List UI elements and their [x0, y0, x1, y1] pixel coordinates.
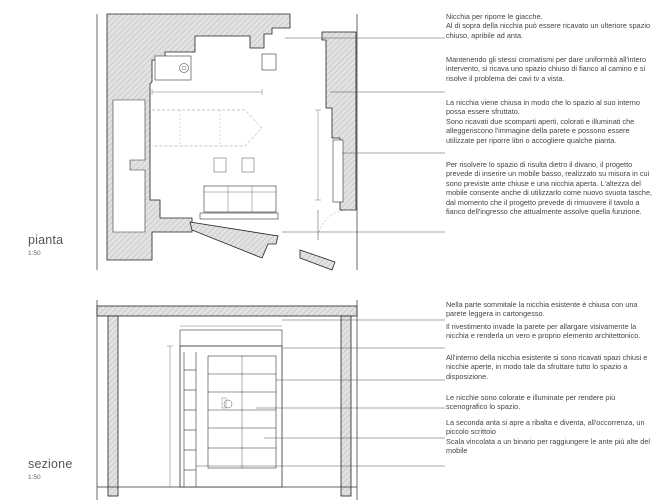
plan-low-cabinet [200, 213, 278, 219]
section-drawing [97, 300, 357, 500]
section-note-ladder: Scala vincolata a un binario per raggiungere le ante più alte del mobile [446, 437, 651, 456]
plan-title: pianta [28, 233, 64, 247]
plan-leader-lines [282, 38, 445, 232]
plan-note-closed-niche: La nicchia viene chiusa in modo che lo spazio al suo interno possa essere sfruttato. Sono ricavati due scomparti aperti, colorati e illuminati che alleggeriscono l'immagine della parete e possono essere utilizzate per riporre libri o accogliere qualche pianta. [446, 98, 640, 145]
plan-scale: 1:50 [28, 250, 41, 257]
plan-note-fireplace-cabinet: Mantenendo gli stessi cromatismi per dare uniformità all'intero intervento, si ricava uno spazio chiuso di fianco al camino e si risolve il problema dei cavi tv a vista. [446, 55, 647, 83]
section-note-cladding: Il rivestimento invade la parete per allargare visivamente la nicchia e renderla un vero e proprio elemento architettonico. [446, 322, 641, 341]
section-top-closure [180, 330, 282, 346]
plan-wall-angled [190, 222, 278, 258]
plan-dashed-area [152, 110, 262, 146]
plan-note-coat-niche: Nicchia per riporre le giacche. Al di sopra della nicchia può essere ricavato un ulteriore spazio chiuso, apribile ad anta. [446, 12, 651, 40]
plan-note-low-cabinet: Per risolvere lo spazio di risulta dietro il divano, il progetto prevede di inserire un mobile basso, realizzato su misura in cui sono previste ante chiuse e una nicchia aperta. L'altezza del mobile consente anche di utilizzarlo come nuovo svuota tasche, dal momento che il progetto prevede di rimuovere il tavolo a fianco dell'ingresso che attualmente assolve quella funzione. [446, 160, 653, 217]
section-ceiling [97, 306, 357, 316]
section-title: sezione [28, 457, 73, 471]
plan-niche-storage [333, 140, 343, 202]
section-note-top-closure: Nella parte sommitale la nicchia esistente è chiusa con una parete leggera in cartongesso. [446, 300, 638, 319]
plan-fireplace-cabinet [155, 56, 191, 80]
section-note-desk-door: La seconda anta si apre a ribalta e diventa, all'occorrenza, un piccolo scrittoio [446, 418, 645, 437]
plan-drawing [97, 14, 357, 270]
plan-sofa [204, 186, 276, 212]
section-note-inner-spaces: All'interno della nicchia esistente si sono ricavati spazi chiusi e nicchie aperte, in modo tale da sfruttare tutto lo spazio a disposizione. [446, 353, 648, 381]
section-note-colored-niches: Le nicchie sono colorate e illuminate per rendere più scenografico lo spazio. [446, 393, 616, 412]
section-scale: 1:50 [28, 474, 41, 481]
